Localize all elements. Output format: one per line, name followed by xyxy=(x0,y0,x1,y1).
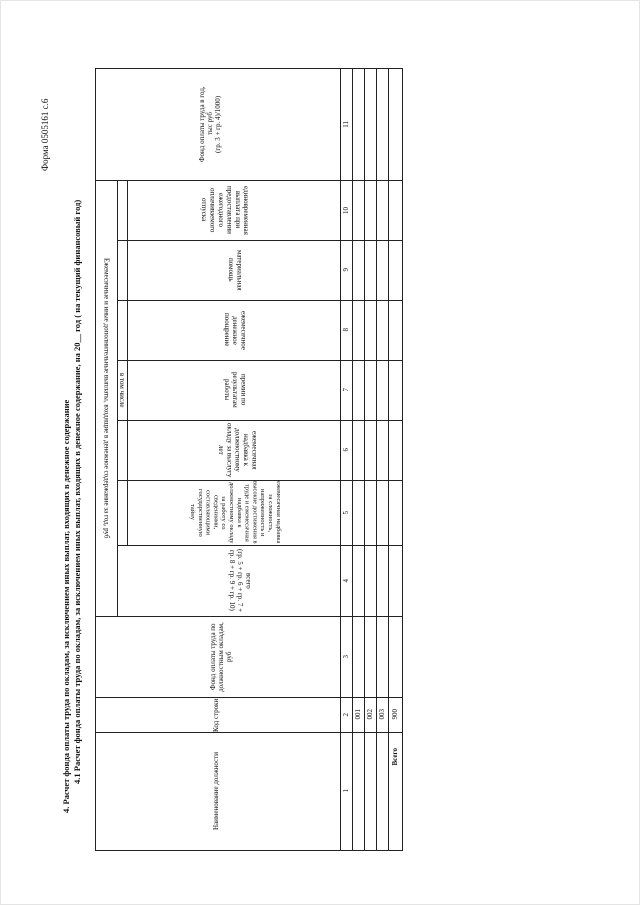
row-003-top xyxy=(376,68,377,850)
header-col-5 xyxy=(189,480,282,545)
form-number: Форма 0505161 с.6 xyxy=(40,98,50,172)
header-col-10 xyxy=(200,180,251,240)
row-code-003: 003 xyxy=(377,709,386,720)
col-number-2: 2 xyxy=(341,712,350,717)
header-col-10-text: единовременная выплата при предоставлении ежегодного оплачиваемого отпуска xyxy=(200,185,251,235)
table-edge-top xyxy=(95,68,403,69)
header-col-5-text: ежемесячная надбавка за сложность, напряженность и высокие достижения в труде и ежемесячная надбавка к должностному окладу за работу со сведениями, составляющими государственную тайну xyxy=(189,481,282,544)
header-code xyxy=(196,697,236,732)
row-002-top xyxy=(364,68,365,850)
col-number-1: 1 xyxy=(341,789,350,793)
header-col-11-line1: Фонд оплаты труда в год, xyxy=(197,86,206,162)
header-col-11-line2: тыс руб xyxy=(205,112,214,136)
col-number-7: 7 xyxy=(341,388,350,392)
header-total-text: всего xyxy=(244,572,253,589)
header-in-that-number-text: в том числе xyxy=(118,372,127,408)
col-divider-4-5 xyxy=(117,545,403,546)
header-col-6-text: ежемесячная надбавка к должностному окладу за выслугу лет xyxy=(216,422,259,478)
col-number-3: 3 xyxy=(341,654,350,659)
section-heading-4: 4. Расчет фонда оплаты труда по окладам, за исключением иных выплат, входящих в денежное содержание xyxy=(61,400,71,814)
header-group-payments-text: Ежемесячные и иные дополнительные выплаты, входящие в денежное содержание за год, руб xyxy=(102,257,111,539)
header-col-11 xyxy=(180,68,240,180)
header-col-8 xyxy=(220,300,250,360)
row-total-label: Всего xyxy=(390,748,399,766)
col-number-10: 10 xyxy=(341,206,350,214)
header-fund-salary xyxy=(196,616,246,697)
row-code-002: 002 xyxy=(365,709,374,720)
col-divider-1-2 xyxy=(95,732,403,733)
header-total-formula: (гр. 5 + гр. 6 + гр. 7 + гр. 8 + гр. 9 + гр. 10) xyxy=(227,548,245,613)
header-col-7 xyxy=(220,360,250,420)
col-number-6: 6 xyxy=(341,448,350,452)
header-col-7-text: премии по результатам работы xyxy=(222,372,248,408)
header-col-9-text: материальная помощь xyxy=(227,249,244,291)
header-in-that-number xyxy=(117,360,127,420)
col-divider-3-4 xyxy=(95,616,403,617)
row-code-900: 900 xyxy=(390,709,399,720)
header-position xyxy=(196,732,236,850)
table-edge-bottom xyxy=(95,850,403,851)
row-001-top xyxy=(352,68,353,850)
section-heading-4-1: 4.1 Расчет фонда оплаты труда по окладам, за исключением иных выплат, входящих в денежное содержание, на 20__ год ( на текущий финансовый год) xyxy=(72,200,82,785)
header-col-8-text: ежемесячное денежное поощрение xyxy=(222,310,248,350)
col-number-5: 5 xyxy=(341,510,350,515)
header-col-9 xyxy=(220,240,250,300)
col-divider-7-8 xyxy=(117,360,403,361)
header-col-11-line3: (гр. 3 + гр. 4)/1000) xyxy=(214,95,223,153)
row-code-001: 001 xyxy=(353,709,362,720)
col-divider-9-10 xyxy=(117,240,403,241)
in-that-number-divider xyxy=(127,180,128,545)
header-col-6 xyxy=(216,420,259,480)
header-group-payments xyxy=(96,180,117,616)
col-number-4: 4 xyxy=(341,578,350,583)
col-number-11: 11 xyxy=(341,120,350,128)
table-edge-right xyxy=(402,68,403,850)
header-fund-salary-text: Фонд оплаты труда по должностным окладам, руб xyxy=(208,621,234,692)
header-total xyxy=(225,545,255,616)
col-number-8: 8 xyxy=(341,328,350,332)
col-number-9: 9 xyxy=(341,268,350,272)
header-position-text: Наименование должности xyxy=(211,752,220,830)
header-code-text: Код строки xyxy=(211,697,220,732)
col-divider-6-7 xyxy=(117,420,403,421)
col-divider-8-9 xyxy=(117,300,403,301)
